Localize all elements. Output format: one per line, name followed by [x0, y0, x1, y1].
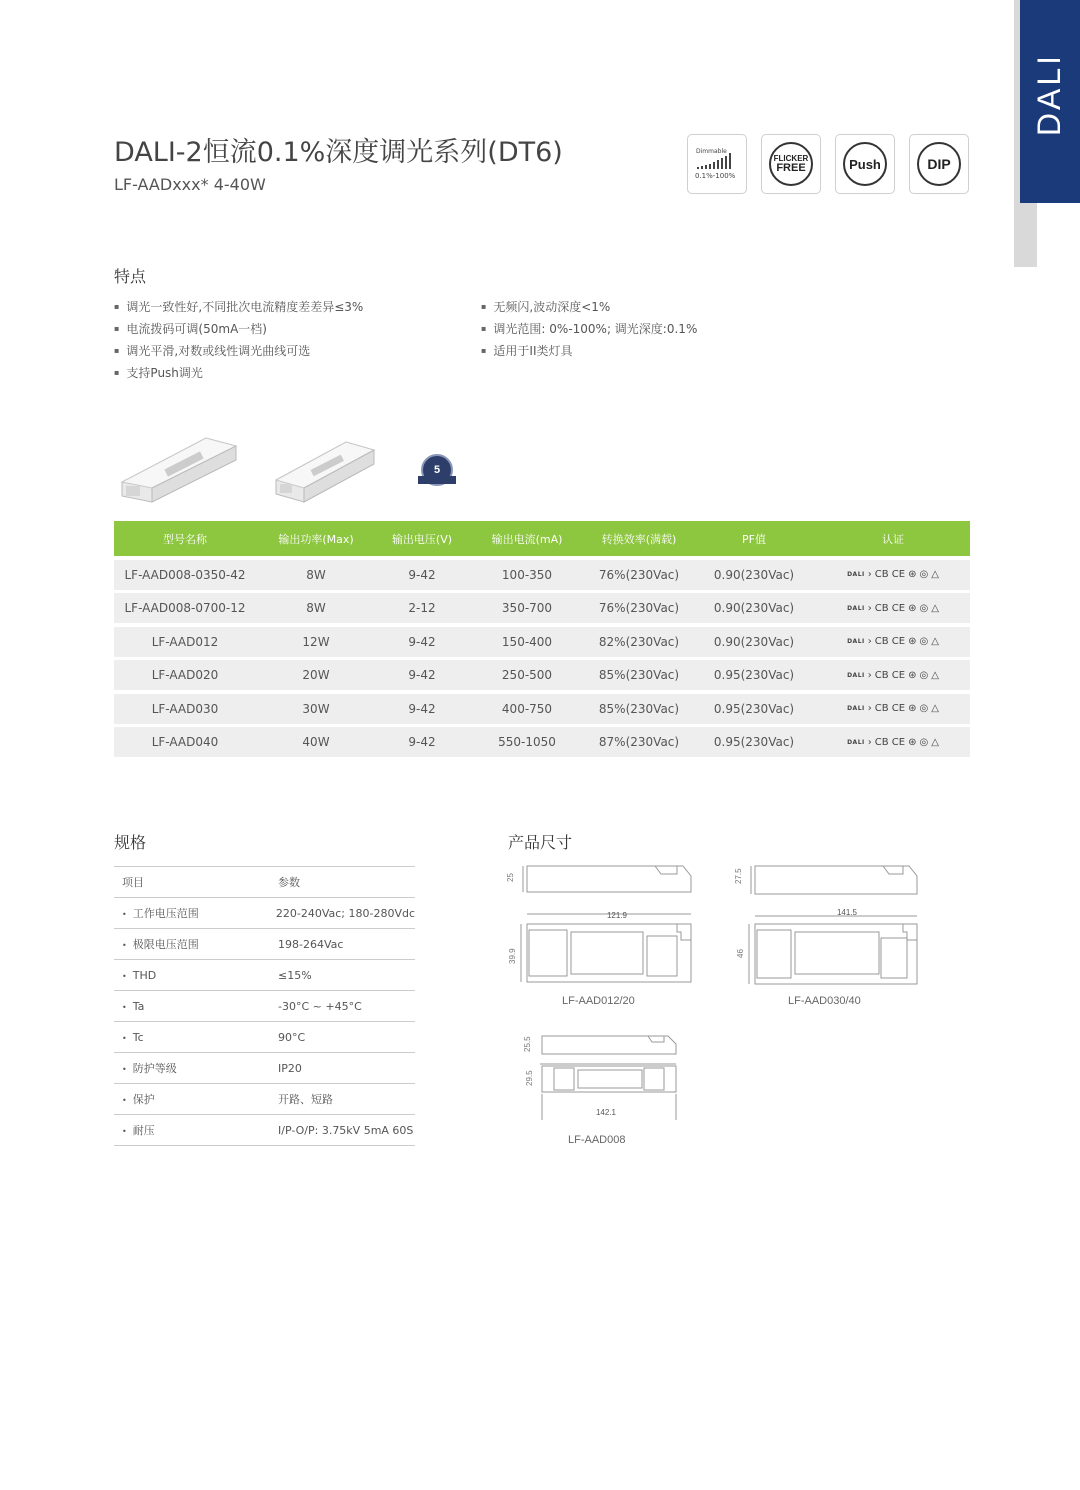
- rcm-mark-icon: △: [931, 602, 939, 614]
- spec-row: [114, 1084, 415, 1115]
- models-table-header: [114, 521, 970, 556]
- dali-logo-icon: DALI: [847, 705, 865, 712]
- bullet-icon: •: [122, 1127, 127, 1136]
- features-list-left: [114, 296, 363, 384]
- table-cell: 85%(230Vac): [598, 668, 680, 682]
- bullet-icon: •: [122, 941, 127, 950]
- dim-height-label: 25.5: [523, 1036, 532, 1052]
- table-row: [114, 727, 970, 757]
- table-cell: 9-42: [408, 735, 436, 749]
- table-cell: 76%(230Vac): [598, 567, 680, 582]
- cert-marks: [816, 670, 970, 681]
- spec-key: 防护等级: [132, 1062, 177, 1075]
- col-header: 输出功率(Max): [278, 532, 354, 546]
- table-cell: 0.95(230Vac): [713, 701, 795, 716]
- ccc-mark-icon: ◎: [919, 602, 929, 614]
- ccc-mark-icon: ◎: [919, 569, 929, 580]
- dim-height-label: 25: [506, 873, 515, 882]
- spec-key-cell: [114, 1031, 278, 1044]
- table-cell: 150-400: [501, 634, 553, 649]
- rcm-mark-icon: △: [931, 636, 939, 647]
- flicker-free-badge: [761, 134, 821, 194]
- table-cell: 8W: [306, 567, 326, 582]
- spec-row: [114, 1022, 415, 1053]
- dali-arrow-icon: ›: [867, 669, 872, 681]
- table-cell: 100-350: [501, 567, 553, 582]
- dim-height-label: 27.5: [734, 868, 743, 884]
- rcm-mark-icon: △: [931, 669, 939, 681]
- enec-mark-icon: ⊛: [908, 636, 917, 647]
- table-cell: 30W: [302, 701, 330, 716]
- ccc-mark-icon: ◎: [919, 736, 929, 748]
- dip-badge: [909, 134, 969, 194]
- cb-ce-marks: CB CE: [874, 636, 906, 647]
- table-cell: 0.90(230Vac): [713, 567, 795, 582]
- table-cell: LF-AAD020: [151, 668, 219, 682]
- spec-value: IP20: [278, 1061, 302, 1075]
- spec-key: 保护: [132, 1093, 155, 1106]
- cert-marks: [816, 703, 970, 714]
- dim-length-label: 141.5: [836, 908, 858, 917]
- bullet-icon: •: [122, 1096, 127, 1105]
- dimension-caption: LF-AAD012/20: [562, 995, 635, 1007]
- spec-row: [114, 991, 415, 1022]
- table-cell: 82%(230Vac): [598, 634, 680, 649]
- dim-length-label: 142.1: [595, 1108, 617, 1117]
- col-header: PF值: [742, 532, 766, 546]
- col-header: 输出电压(V): [391, 532, 453, 546]
- dimmable-badge-range: 0.1%-100%: [695, 172, 736, 180]
- bullet-icon: •: [122, 1065, 127, 1074]
- spec-key: 耐压: [132, 1124, 155, 1137]
- cb-ce-marks: CB CE: [874, 703, 906, 714]
- warranty-seal-icon: [416, 452, 458, 490]
- table-row: [114, 660, 970, 690]
- spec-key: 极限电压范围: [132, 938, 199, 951]
- spec-value: I/P-O/P: 3.75kV 5mA 60S: [278, 1123, 414, 1137]
- cb-ce-marks: CB CE: [874, 669, 906, 681]
- table-cell: 0.90(230Vac): [713, 634, 795, 649]
- cert-marks: [816, 603, 970, 614]
- feature-item: ▪ 无频闪,波动深度<1%: [481, 296, 697, 318]
- table-cell: 0.95(230Vac): [713, 735, 795, 749]
- spec-row: [114, 1115, 415, 1146]
- dali-arrow-icon: ›: [867, 602, 872, 614]
- dim-width-label: 29.5: [525, 1070, 534, 1086]
- spec-key-cell: [114, 1000, 278, 1013]
- table-cell: 9-42: [408, 668, 436, 682]
- table-cell: 12W: [302, 634, 330, 649]
- cb-ce-marks: CB CE: [874, 569, 906, 580]
- flicker-badge-line1: FLICKER: [773, 154, 809, 163]
- spec-row: [114, 898, 415, 929]
- dali-logo-icon: DALI: [847, 571, 865, 578]
- table-cell: 400-750: [501, 701, 553, 716]
- dim-width-label: 39.9: [508, 948, 517, 964]
- spec-key-cell: [114, 936, 278, 952]
- product-image-driver-large: [118, 430, 240, 506]
- spec-key-cell: [114, 1091, 278, 1107]
- table-cell: LF-AAD008-0350-42: [124, 567, 246, 582]
- dim-length-label: 121.9: [606, 911, 628, 920]
- warranty-seal-text: 5: [433, 464, 441, 476]
- table-cell: 9-42: [408, 701, 436, 716]
- table-row: [114, 593, 970, 623]
- spec-row: [114, 960, 415, 991]
- dimension-drawing-aad008: [518, 1030, 688, 1126]
- table-cell: 250-500: [501, 668, 553, 682]
- dali-arrow-icon: ›: [867, 736, 872, 748]
- dim-width-label: 46: [736, 949, 745, 958]
- push-badge-label: Push: [849, 156, 881, 172]
- feature-item: ▪ 调光平滑,对数或线性调光曲线可选: [114, 340, 363, 362]
- spec-value: 220-240Vac; 180-280Vdc: [275, 906, 415, 920]
- table-cell: 550-1050: [498, 735, 556, 749]
- enec-mark-icon: ⊛: [908, 736, 917, 748]
- table-cell: 40W: [302, 735, 330, 749]
- ccc-mark-icon: ◎: [919, 669, 929, 681]
- table-cell: 85%(230Vac): [598, 701, 680, 716]
- bullet-icon: •: [122, 1033, 127, 1043]
- dali-arrow-icon: ›: [867, 569, 872, 580]
- spec-key-cell: [114, 969, 278, 982]
- bullet-icon: •: [122, 910, 127, 919]
- specs-col-param: 参数: [278, 876, 300, 889]
- table-cell: LF-AAD040: [151, 735, 219, 749]
- table-cell: LF-AAD008-0700-12: [124, 601, 246, 615]
- spec-value: ≤15%: [278, 968, 312, 982]
- table-row: [114, 694, 970, 724]
- dali-logo-icon: DALI: [847, 738, 865, 746]
- table-row: [114, 560, 970, 590]
- features-list-right: [481, 296, 697, 362]
- col-header: 转换效率(满载): [601, 532, 677, 546]
- table-cell: 350-700: [501, 601, 553, 615]
- table-row: [114, 627, 970, 657]
- dimension-caption: LF-AAD008: [568, 1134, 626, 1146]
- cert-marks: [816, 737, 970, 748]
- specs-table: [114, 866, 415, 1146]
- cb-ce-marks: CB CE: [874, 602, 906, 614]
- specs-header-row: [114, 867, 415, 898]
- col-header: 型号名称: [163, 532, 207, 546]
- table-cell: 0.95(230Vac): [713, 668, 795, 682]
- table-cell: LF-AAD030: [151, 701, 219, 716]
- enec-mark-icon: ⊛: [908, 703, 917, 714]
- bullet-icon: •: [122, 971, 127, 981]
- spec-value: 90°C: [278, 1030, 306, 1044]
- models-table: [114, 521, 970, 757]
- push-badge: [835, 134, 895, 194]
- spec-value: -30°C ~ +45°C: [278, 999, 362, 1013]
- spec-key-cell: [114, 1060, 278, 1076]
- dimension-drawing-aad030: [733, 860, 928, 990]
- spec-value: 开路、短路: [278, 1093, 333, 1106]
- spec-row: [114, 1053, 415, 1084]
- table-cell: 9-42: [408, 634, 436, 649]
- specs-heading: 规格: [114, 833, 147, 852]
- cert-marks: [816, 636, 970, 647]
- table-cell: 76%(230Vac): [598, 601, 680, 615]
- side-tab-label-wrap: [1020, 0, 1080, 203]
- ccc-mark-icon: ◎: [919, 636, 929, 647]
- side-tab-label: DALI: [1031, 52, 1068, 137]
- feature-item: ▪ 电流拨码可调(50mA一档): [114, 318, 363, 340]
- page-subtitle: LF-AADxxx* 4-40W: [114, 175, 266, 194]
- enec-mark-icon: ⊛: [908, 569, 917, 580]
- spec-key-cell: [114, 905, 276, 921]
- spec-key: 工作电压范围: [132, 907, 199, 920]
- dimmable-badge: [687, 134, 747, 194]
- spec-row: [114, 929, 415, 960]
- feature-item: ▪ 调光一致性好,不同批次电流精度差差异≤3%: [114, 296, 363, 318]
- enec-mark-icon: ⊛: [908, 669, 917, 681]
- rcm-mark-icon: △: [931, 703, 939, 714]
- col-header: 认证: [882, 532, 904, 546]
- dip-badge-label: DIP: [927, 156, 951, 172]
- dali-arrow-icon: ›: [867, 703, 872, 714]
- spec-value: 198-264Vac: [278, 937, 344, 951]
- table-cell: 8W: [306, 601, 326, 615]
- dimmable-badge-top: Dimmable: [696, 148, 727, 155]
- dimensions-heading: 产品尺寸: [508, 833, 573, 852]
- flicker-badge-line2: FREE: [776, 162, 806, 174]
- cb-ce-marks: CB CE: [874, 736, 906, 748]
- features-heading: 特点: [114, 267, 147, 286]
- dali-logo-icon: DALI: [847, 638, 865, 645]
- specs-col-item: 项目: [122, 876, 144, 889]
- table-cell: 0.90(230Vac): [713, 601, 795, 615]
- table-cell: 87%(230Vac): [598, 735, 680, 749]
- dali-arrow-icon: ›: [867, 636, 872, 647]
- col-header: 输出电流(mA): [491, 532, 563, 546]
- dimension-caption: LF-AAD030/40: [788, 995, 861, 1007]
- spec-key: Ta: [132, 999, 145, 1013]
- dali-logo-icon: DALI: [847, 671, 865, 679]
- table-cell: 9-42: [408, 567, 436, 582]
- table-cell: 20W: [302, 668, 330, 682]
- spec-key-cell: [114, 1122, 278, 1138]
- bullet-icon: •: [122, 1002, 127, 1012]
- rcm-mark-icon: △: [931, 736, 939, 748]
- feature-item: ▪ 调光范围: 0%-100%; 调光深度:0.1%: [481, 318, 697, 340]
- dimension-drawing-aad012: [505, 860, 700, 990]
- page-title: DALI-2恒流0.1%深度调光系列(DT6): [114, 137, 563, 168]
- table-cell: LF-AAD012: [151, 634, 219, 649]
- dali-logo-icon: DALI: [847, 604, 865, 612]
- feature-item: ▪ 适用于II类灯具: [481, 340, 697, 362]
- rcm-mark-icon: △: [931, 569, 939, 580]
- signal-bars-icon: [697, 153, 731, 169]
- enec-mark-icon: ⊛: [908, 602, 917, 614]
- ccc-mark-icon: ◎: [919, 703, 929, 714]
- feature-item: ▪ 支持Push调光: [114, 362, 363, 384]
- spec-key: THD: [132, 968, 157, 982]
- product-image-driver-small: [272, 434, 378, 506]
- cert-marks: [816, 569, 970, 580]
- table-cell: 2-12: [408, 601, 436, 615]
- spec-key: Tc: [132, 1030, 144, 1044]
